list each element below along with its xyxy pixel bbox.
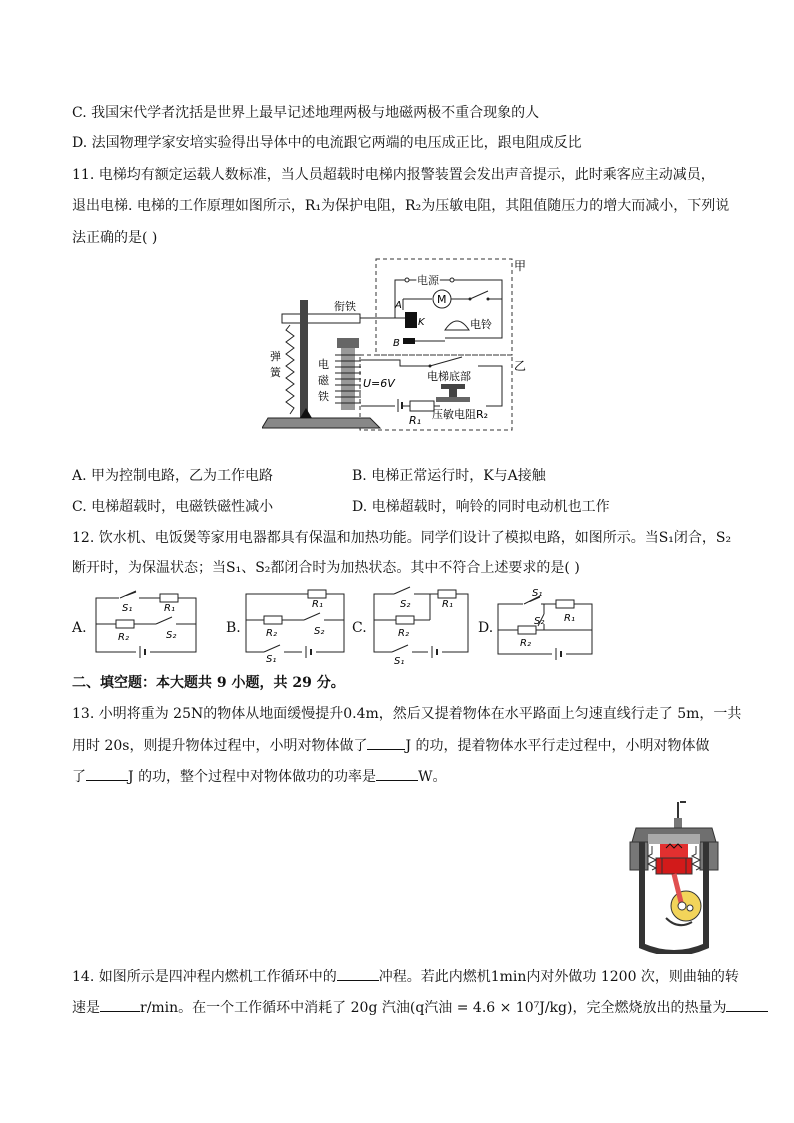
- q11-option-a: A. 甲为控制电路，乙为工作电路: [72, 468, 274, 484]
- contact-k: [405, 312, 417, 328]
- q11-stem-line3: 法正确的是( ): [72, 230, 158, 246]
- contact-k-label: K: [418, 317, 425, 328]
- a-s1: S₁: [122, 603, 133, 614]
- q12-label-a: A.: [72, 620, 87, 636]
- d-s2: S₂: [534, 616, 545, 627]
- motor-label: M: [437, 293, 447, 306]
- r1-label: R₁: [409, 414, 422, 427]
- q12-circuit-a: [92, 588, 204, 660]
- spring-icon: [286, 325, 294, 414]
- q14-blank-1[interactable]: [337, 966, 379, 981]
- q12-circuit-c: [370, 586, 474, 666]
- a-r2: R₂: [118, 632, 129, 643]
- q13-line1: 13. 小明将重为 25N的物体从地面缓慢提升0.4m，然后又提着物体在水平路面上匀速直线行走了 5m，一共: [72, 706, 742, 722]
- q13-blank-2[interactable]: [86, 766, 128, 781]
- q14-line2: [72, 997, 768, 1018]
- q10-option-c: C. 我国宋代学者沈括是世界上最早记述地理两极与地磁两极不重合现象的人: [72, 105, 540, 121]
- c-r2: R₂: [398, 628, 409, 639]
- q14-text-d: r/min。在一个工作循环中消耗了 20g 汽油(q汽油 = 4.6 × 10⁷J/kg)，完全燃烧放出的热量为: [140, 1000, 727, 1016]
- contact-b-label: B: [393, 338, 400, 349]
- pressure-sensor-icon: [436, 397, 470, 402]
- q11-stem-line1: 11. 电梯均有额定运载人数标准，当人员超载时电梯内报警装置会发出声音提示，此时乘客应主动减员，: [72, 167, 715, 183]
- floor-label: 电梯底部: [427, 370, 471, 383]
- q14-line1: [72, 966, 739, 987]
- q13-text-e: W。: [418, 769, 447, 785]
- q11-stem-line2: 退出电梯. 电梯的工作原理如图所示，R₁为保护电阻，R₂为压敏电阻，其阻值随压力的增大而减小，下列说: [72, 198, 730, 214]
- q13-text-a: 用时 20s，则提升物体过程中，小明对物体做了: [72, 738, 368, 754]
- d-r1: R₁: [564, 613, 575, 624]
- contact-a-label: A: [395, 300, 402, 311]
- q13-line3: [72, 766, 446, 787]
- c-s1: S₁: [394, 656, 405, 666]
- label-jia: 甲: [514, 259, 527, 273]
- q12-stem-line2: 断开时，为保温状态；当S₁、S₂都闭合时为加热状态。其中不符合上述要求的是( ): [72, 560, 580, 576]
- armature-label: 衔铁: [334, 300, 356, 313]
- a-r1: R₁: [164, 603, 175, 614]
- power-source-label: 电源: [417, 274, 439, 287]
- resistor-r1: [410, 401, 434, 411]
- label-yi: 乙: [514, 359, 527, 373]
- b-s2: S₂: [314, 626, 325, 637]
- q14-text-a: 14. 如图所示是四冲程内燃机工作循环中的: [72, 969, 337, 985]
- q13-blank-3[interactable]: [376, 766, 418, 781]
- q13-text-d: J 的功，整个过程中对物体做功的功率是: [128, 769, 377, 785]
- combustion-chamber: [660, 844, 688, 858]
- d-s1: S₁: [532, 588, 543, 599]
- q14-text-b: 冲程。若此内燃机1min内对外做功 1200 次，则曲轴的转: [378, 969, 739, 985]
- elevator-circuit-figure: [262, 255, 542, 435]
- q14-blank-3[interactable]: [726, 997, 768, 1012]
- magnet-char-1: 电: [318, 358, 329, 371]
- q11-option-b: B. 电梯正常运行时，K与A接触: [352, 468, 546, 484]
- q14-blank-2[interactable]: [100, 997, 140, 1012]
- q13-text-b: J 的功，提着物体水平行走过程中，小明对物体做: [405, 738, 710, 754]
- q10-option-d: D. 法国物理学家安培实验得出导体中的电流跟它两端的电压成正比，跟电阻成反比: [72, 135, 582, 151]
- magnet-char-2: 磁: [318, 374, 329, 387]
- r2-label: 压敏电阻R₂: [432, 408, 489, 421]
- section-heading-fill-in: 二、填空题：本大题共 9 小题，共 29 分。: [72, 675, 345, 691]
- c-s2: S₂: [400, 599, 411, 610]
- a-s2: S₂: [166, 630, 177, 641]
- q13-line2: [72, 735, 710, 756]
- q11-option-d: D. 电梯超载时，响铃的同时电动机也工作: [352, 499, 610, 515]
- armature-bar: [282, 314, 360, 323]
- bell-icon: [445, 321, 469, 330]
- engine-cylinder-figure: [626, 798, 722, 954]
- magnet-char-3: 铁: [318, 390, 329, 403]
- b-s1: S₁: [266, 654, 277, 662]
- b-r1: R₁: [312, 599, 323, 610]
- q12-label-d: D.: [478, 620, 494, 636]
- q14-text-c: 速是: [72, 1000, 100, 1016]
- spring-char-1: 弹: [270, 350, 281, 363]
- spring-char-2: 簧: [270, 366, 281, 379]
- q12-circuit-b: [242, 586, 350, 662]
- b-r2: R₂: [266, 628, 277, 639]
- q12-label-b: B.: [226, 620, 241, 636]
- voltage-label: U=6V: [363, 377, 395, 390]
- piston-icon: [656, 858, 692, 874]
- q12-stem-line1: 12. 饮水机、电饭煲等家用电器都具有保温和加热功能。同学们设计了模拟电路，如图所示。当S₁闭合，S₂: [72, 530, 732, 546]
- q12-circuit-d: [494, 584, 598, 660]
- q13-blank-1[interactable]: [367, 735, 405, 750]
- q11-option-c: C. 电梯超载时，电磁铁磁性减小: [72, 499, 274, 515]
- q13-text-c: 了: [72, 769, 86, 785]
- c-r1: R₁: [442, 599, 453, 610]
- d-r2: R₂: [520, 638, 531, 649]
- bell-label: 电铃: [470, 318, 492, 331]
- switch-icon: [470, 291, 488, 299]
- q12-label-c: C.: [352, 620, 367, 636]
